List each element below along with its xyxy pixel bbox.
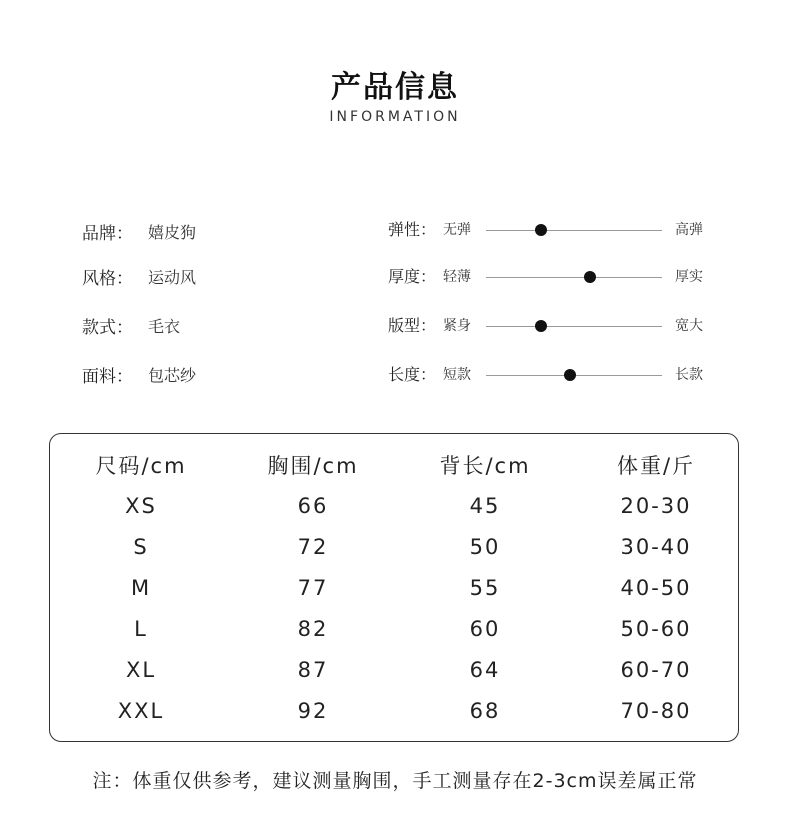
- slider-indicator: [584, 271, 596, 283]
- table-row: [50, 655, 738, 685]
- attribute-value: 包芯纱: [148, 365, 197, 385]
- table-cell: 60: [469, 617, 501, 641]
- slider-track: [486, 277, 662, 278]
- table-row: [50, 532, 738, 562]
- table-cell: 70-80: [620, 699, 692, 723]
- slider-indicator: [535, 224, 547, 236]
- slider-fit: [388, 314, 718, 338]
- attribute-value: 毛衣: [148, 316, 181, 336]
- slider-length: [388, 363, 718, 387]
- attribute-value: 运动风: [148, 267, 197, 287]
- slider-min-label: 无弹: [443, 222, 471, 238]
- attribute-style: [82, 264, 196, 288]
- attribute-type: [82, 313, 180, 337]
- slider-max-label: 厚实: [675, 269, 703, 285]
- attribute-fabric: [82, 362, 196, 386]
- table-header-cell: 胸围/cm: [267, 454, 359, 478]
- table-cell: 55: [469, 576, 501, 600]
- table-cell: L: [134, 617, 148, 641]
- table-header-cell: 尺码/cm: [95, 454, 187, 478]
- attribute-value: 嬉皮狗: [148, 222, 197, 242]
- slider-max-label: 宽大: [675, 318, 703, 334]
- slider-min-label: 短款: [443, 367, 471, 383]
- table-row: [50, 696, 738, 726]
- table-cell: 77: [297, 576, 329, 600]
- table-cell: XS: [125, 494, 157, 518]
- table-cell: 68: [469, 699, 501, 723]
- attribute-label: 款式：: [82, 317, 133, 338]
- attribute-label: 风格：: [82, 268, 133, 289]
- table-header-cell: 体重/斤: [616, 454, 696, 478]
- page-title: 产品信息: [331, 70, 459, 105]
- table-header-cell: 背长/cm: [439, 454, 531, 478]
- slider-track: [486, 326, 662, 327]
- page-subtitle: INFORMATION: [329, 109, 461, 125]
- table-cell: 50: [469, 535, 501, 559]
- slider-min-label: 紧身: [443, 318, 471, 334]
- slider-label: 版型：: [388, 316, 437, 335]
- table-cell: XXL: [117, 699, 165, 723]
- attribute-brand: [82, 219, 196, 243]
- slider-indicator: [535, 320, 547, 332]
- table-cell: 87: [297, 658, 329, 682]
- table-cell: 20-30: [620, 494, 692, 518]
- table-header-row: [50, 451, 738, 481]
- table-cell: 92: [297, 699, 329, 723]
- slider-track: [486, 230, 662, 231]
- table-row: [50, 614, 738, 644]
- table-cell: S: [133, 535, 149, 559]
- table-row: [50, 491, 738, 521]
- table-cell: 72: [297, 535, 329, 559]
- slider-max-label: 长款: [675, 367, 703, 383]
- slider-label: 厚度：: [388, 267, 437, 286]
- slider-thickness: [388, 265, 718, 289]
- measurement-note: 注：体重仅供参考，建议测量胸围，手工测量存在2-3cm误差属正常: [92, 770, 698, 792]
- table-cell: 82: [297, 617, 329, 641]
- table-cell: 45: [469, 494, 501, 518]
- table-cell: 60-70: [620, 658, 692, 682]
- slider-track: [486, 375, 662, 376]
- table-cell: 64: [469, 658, 501, 682]
- slider-label: 长度：: [388, 365, 437, 384]
- table-cell: XL: [125, 658, 157, 682]
- table-cell: 66: [297, 494, 329, 518]
- table-cell: 50-60: [620, 617, 692, 641]
- table-cell: M: [130, 576, 152, 600]
- slider-label: 弹性：: [388, 220, 437, 239]
- slider-indicator: [564, 369, 576, 381]
- attribute-label: 品牌：: [82, 223, 133, 244]
- table-row: [50, 573, 738, 603]
- size-table: [49, 433, 739, 742]
- table-cell: 40-50: [620, 576, 692, 600]
- slider-max-label: 高弹: [675, 222, 703, 238]
- table-cell: 30-40: [620, 535, 692, 559]
- attribute-label: 面料：: [82, 366, 133, 387]
- slider-elasticity: [388, 218, 718, 242]
- slider-min-label: 轻薄: [443, 269, 471, 285]
